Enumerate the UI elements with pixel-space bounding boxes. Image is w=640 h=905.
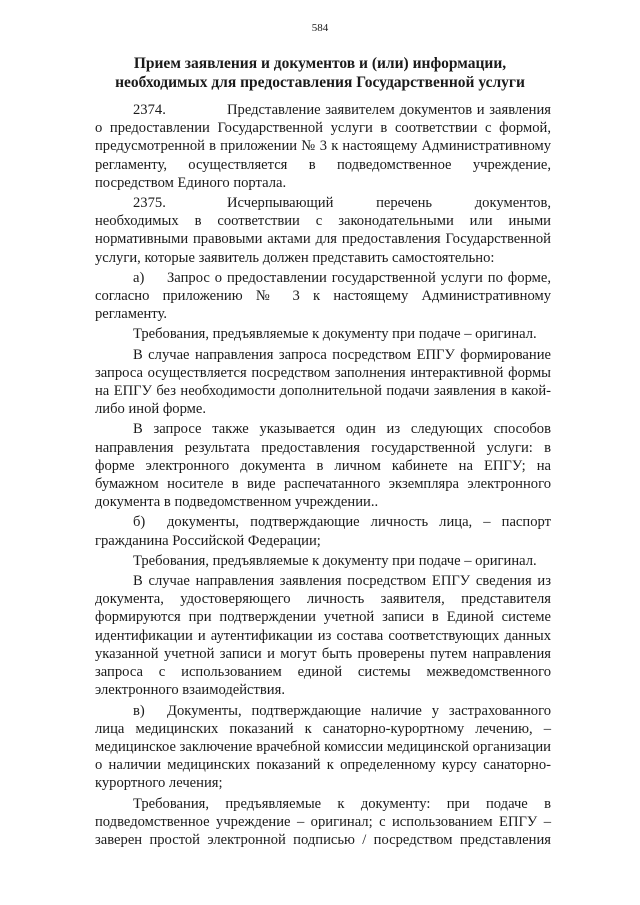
epgu-paragraph-1: В случае направления запроса посредством ЕПГУ формирование запроса осуществляется посредством заполнения интерактивной формы на ЕПГУ без необходимости дополнительной подачи заявления в какой-либо иной форме. [95, 346, 551, 418]
document-body [95, 101, 551, 851]
delivery-method-paragraph: В запросе также указывается один из следующих способов направления результата предоставления государственной услуги: в форме электронного документа в личном кабинете на ЕПГУ; на бумажном носителе в виде распечатанного экземпляра электронного документа в подведомственном учреждении.. [95, 421, 551, 511]
list-item-b [95, 513, 551, 549]
requirement-paragraph-3: Требования, предъявляемые к документу: при подаче в подведомственное учреждение – оригинал; с использованием ЕПГУ – заверен простой электронной подписью / посредством представления [95, 795, 551, 848]
paragraph-number: 2375. [133, 195, 166, 212]
list-item-a [95, 269, 551, 324]
paragraph-text: Исчерпывающий перечень документов, необходимых в соответствии с законодательными или иными нормативными правовыми актами для предоставления Государственной услуги, которые заявитель должен представить самостоятельно: [95, 195, 551, 266]
list-letter: в) [133, 702, 145, 719]
epgu-paragraph-2: В случае направления заявления посредством ЕПГУ сведения из документа, удостоверяющего личность заявителя, представителя формируются при подтверждении учетной записи в Единой системе идентификации и аутентификации из состава соответствующих данных указанной учетной записи и могут быть проверены путем направления запроса с использованием единой системы межведомственного электронного взаимодействия. [95, 573, 551, 699]
list-item-v [95, 702, 551, 793]
list-letter: б) [133, 514, 146, 531]
requirement-paragraph-2: Требования, предъявляемые к документу при подаче – оригинал. [133, 552, 537, 569]
list-item-text: Документы, подтверждающие наличие у застрахованного лица медицинских показаний к санаторно-курортному лечению, – медицинское заключение врачебной комиссии медицинской организации о наличии медицинских показаний к определенному курсу санаторно-курортного лечения; [95, 702, 551, 792]
paragraph-2375 [95, 194, 551, 267]
paragraph-text: Представление заявителем документов и заявления о предоставлении Государственной услуги в соответствии с формой, предусмотренной в приложении № 3 к настоящему Административному регламенту, осуществляется в подведомственное учреждение, посредством Единого портала. [95, 102, 551, 191]
list-item-text: Запрос о предоставлении государственной услуги по форме, согласно приложению № 3 к настоящему Административному регламенту. [95, 269, 551, 323]
section-title-line-2: необходимых для предоставления Государственной услуги [115, 74, 525, 91]
section-title-line-1: Прием заявления и документов и (или) информации, [133, 55, 507, 72]
page-number: 584 [311, 22, 329, 34]
paragraph-2374 [95, 101, 551, 192]
list-letter: а) [133, 269, 145, 286]
section-title [95, 54, 545, 92]
list-item-text: документы, подтверждающие личность лица, – паспорт гражданина Российской Федерации; [95, 514, 551, 549]
paragraph-number: 2374. [133, 102, 166, 118]
requirement-paragraph-1: Требования, предъявляемые к документу при подаче – оригинал. [133, 326, 537, 343]
